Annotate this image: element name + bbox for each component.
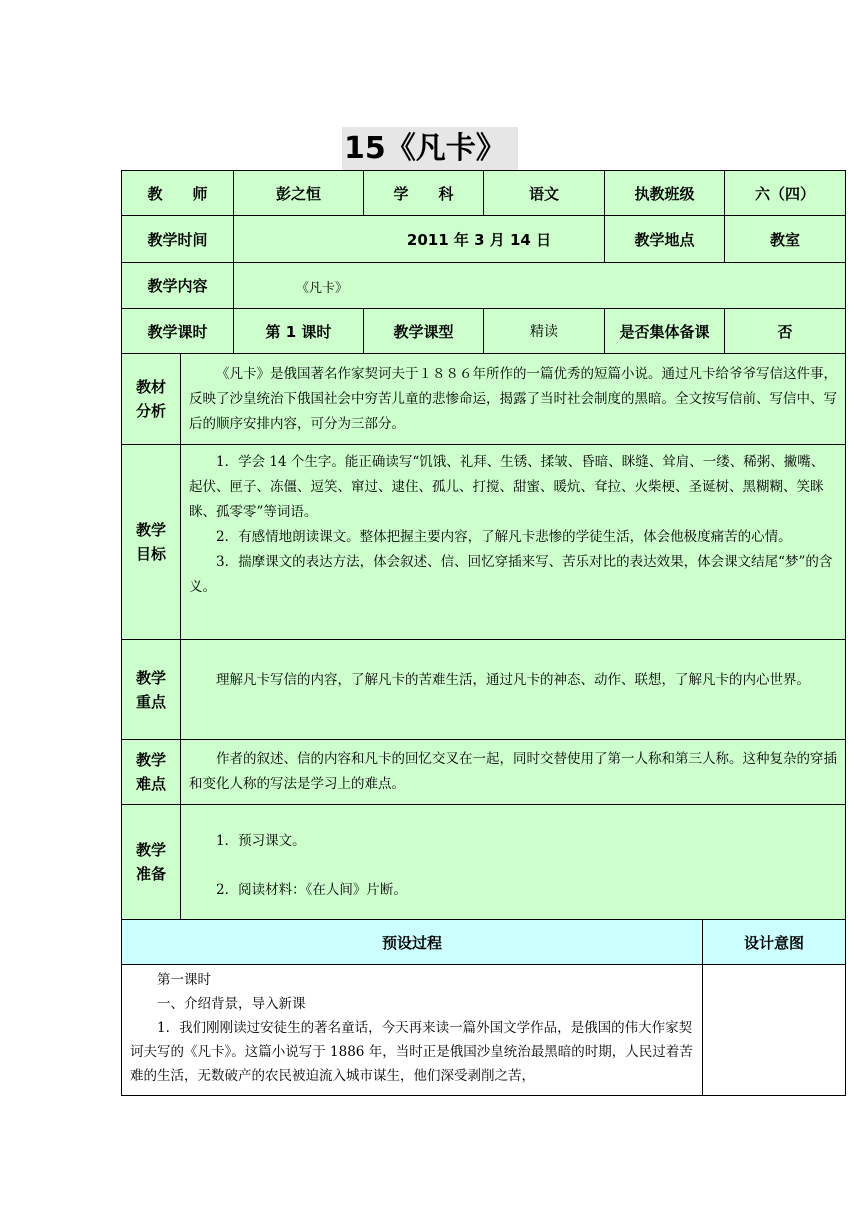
place-value: 教室 — [724, 215, 846, 263]
content-label: 教学内容 — [121, 262, 234, 309]
prep-label-line1: 教学 — [135, 841, 166, 859]
focus-text: 理解凡卡写信的内容，了解凡卡的苦难生活，通过凡卡的神态、动作、联想，了解凡卡的内心世界。 — [216, 672, 810, 688]
goals-label-line1: 教学 — [135, 521, 166, 539]
prep-text-cell — [180, 804, 846, 920]
process-header: 预设过程 — [121, 919, 703, 965]
focus-label — [121, 639, 181, 740]
focus-text-cell — [180, 639, 846, 740]
place-label: 教学地点 — [604, 215, 725, 263]
goal-item-1: 1．学会 14 个生字。能正确读写“饥饿、礼拜、生锈、揉皱、昏暗、眯缝、耸肩、一缕、稀粥、撇嘴、起伏、匣子、冻僵、逗笑、窜过、逮住、孤儿、打搅、甜蜜、暖炕、耷拉、火柴梗、圣诞树、黑糊糊、笑眯眯、孤零零”等词语。 — [189, 454, 825, 520]
subject-value: 语文 — [483, 170, 605, 216]
focus-label-line2: 重点 — [135, 692, 166, 711]
process-line-2: 一、介绍背景，导入新课 — [157, 996, 306, 1012]
process-line-1: 第一课时 — [157, 972, 211, 988]
prep-label-line2: 准备 — [135, 865, 166, 883]
content-value: 《凡卡》 — [296, 281, 349, 296]
content-cell — [233, 262, 846, 309]
collective-value: 否 — [724, 308, 846, 354]
analysis-text: 《凡卡》是俄国著名作家契诃夫于１８８６年所作的一篇优秀的短篇小说。通过凡卡给爷爷写信这件事，反映了沙皇统治下俄国社会中穷苦儿童的悲惨命运，揭露了当时社会制度的黑暗。全文按写信前、写信中、写后的顺序安排内容，可分为三部分。 — [189, 366, 837, 432]
goals-text-cell — [180, 444, 846, 640]
prep-item-2: 2．阅读材料：《在人间》片断。 — [216, 882, 407, 898]
analysis-label-line1: 教材 — [135, 378, 166, 396]
time-value: 2011 年 3 月 14 日 — [233, 215, 725, 263]
difficulty-label-line1: 教学 — [135, 751, 166, 769]
focus-label-line1: 教学 — [135, 668, 166, 687]
period-value: 第 1 课时 — [233, 308, 364, 354]
type-label: 教学课型 — [363, 308, 484, 354]
class-value: 六（四） — [724, 170, 846, 216]
analysis-label-line2: 分析 — [135, 402, 166, 420]
intent-body — [702, 964, 846, 1096]
prep-item-1: 1．预习课文。 — [216, 833, 306, 849]
analysis-text-cell — [180, 353, 846, 445]
difficulty-text-cell — [180, 739, 846, 805]
difficulty-label-line2: 难点 — [135, 775, 166, 793]
process-line-3: 1．我们刚刚读过安徒生的著名童话，今天再来读一篇外国文学作品，是俄国的伟大作家契诃夫写的《凡卡》。这篇小说写于 1886 年，当时正是俄国沙皇统治最黑暗的时期，人民过着苦难的生活，无数破产的农民被迫流入城市谋生，他们深受剥削之苦， — [130, 1020, 693, 1084]
period-label: 教学课时 — [121, 308, 234, 354]
class-label: 执教班级 — [604, 170, 725, 216]
subject-label: 学 科 — [363, 170, 484, 216]
analysis-label — [121, 353, 181, 445]
lesson-plan-table — [121, 170, 846, 1096]
difficulty-label — [121, 739, 181, 805]
teacher-label: 教 师 — [121, 170, 234, 216]
goals-label — [121, 444, 181, 640]
process-body — [121, 964, 703, 1096]
goals-label-line2: 目标 — [135, 545, 166, 563]
prep-label — [121, 804, 181, 920]
time-label: 教学时间 — [121, 215, 234, 263]
goal-item-2: 2．有感情地朗读课文。整体把握主要内容，了解凡卡悲惨的学徒生活，体会他极度痛苦的心情。 — [216, 529, 792, 545]
collective-label: 是否集体备课 — [604, 308, 725, 354]
difficulty-text: 作者的叙述、信的内容和凡卡的回忆交叉在一起，同时交替使用了第一人称和第三人称。这种复杂的穿插和变化人称的写法是学习上的难点。 — [189, 751, 837, 792]
goal-item-3: 3．揣摩课文的表达方法，体会叙述、信、回忆穿插来写、苦乐对比的表达效果，体会课文结尾“梦”的含义。 — [189, 554, 833, 595]
page-title: 15《凡卡》 — [342, 127, 518, 170]
teacher-value: 彭之恒 — [233, 170, 364, 216]
type-value: 精读 — [483, 308, 605, 354]
intent-header: 设计意图 — [702, 919, 846, 965]
